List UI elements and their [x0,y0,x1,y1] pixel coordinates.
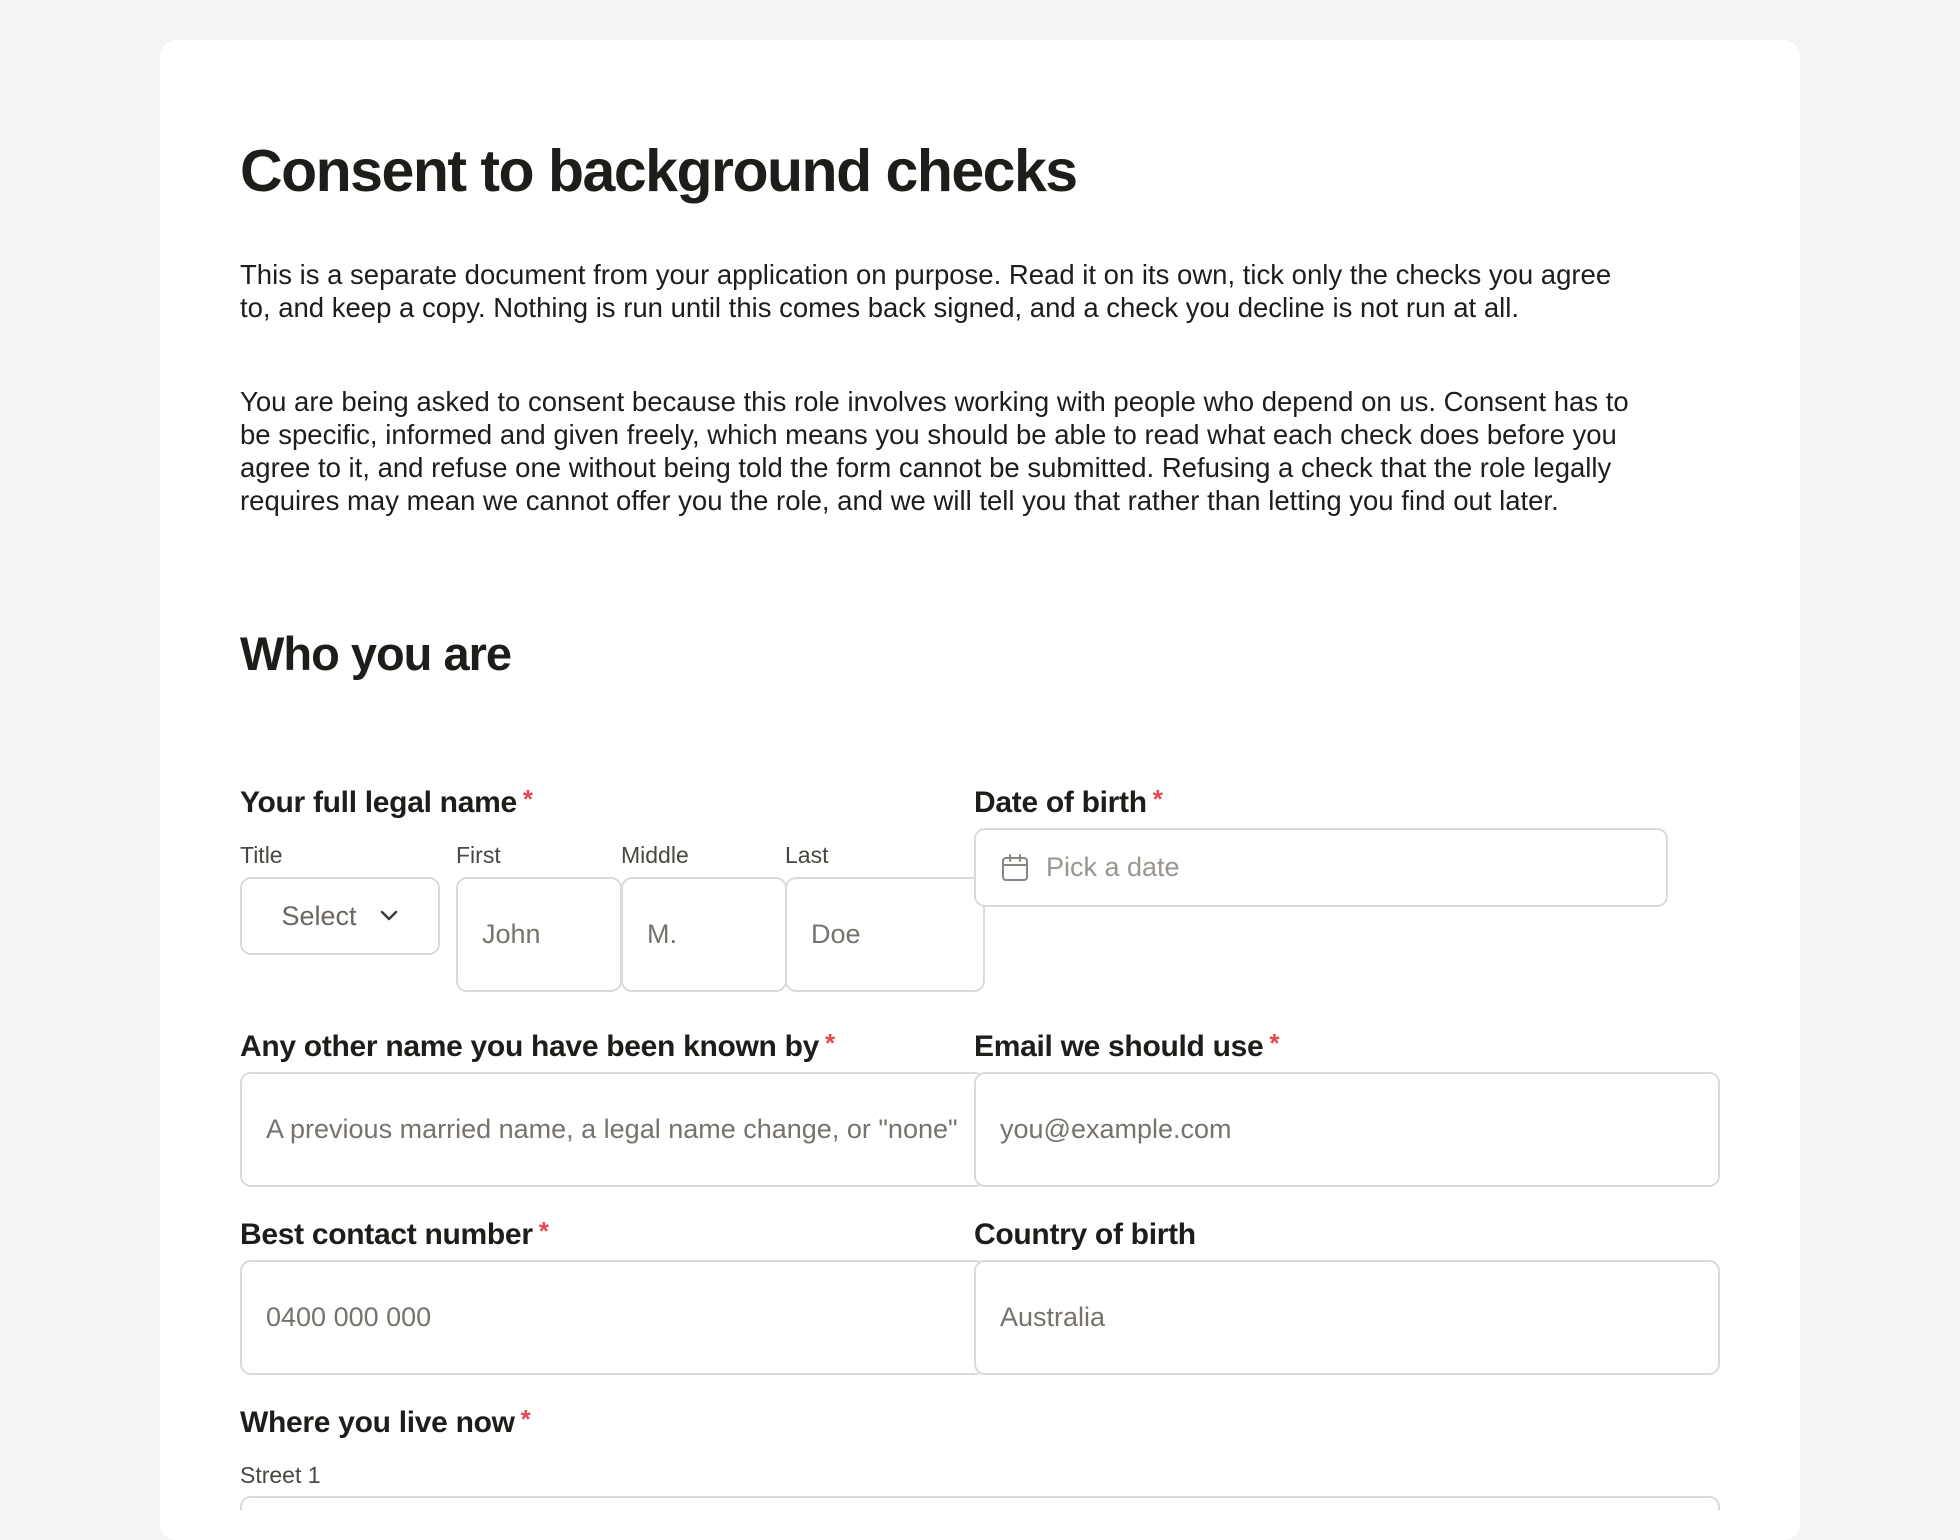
section-title: Who you are [240,627,512,680]
intro-paragraph: This is a separate document from your application on purpose. Read it on its own, tick only the checks you agree to, and keep a copy. Nothing is run until this comes back signed, and a check you decline is not run at all. [240,259,1612,323]
first-name-sublabel: First [456,842,501,868]
title-select-value: Select [281,900,357,931]
country-input[interactable] [974,1260,1720,1375]
legal-name-label-text: Your full legal name [240,786,517,819]
email-input[interactable] [974,1072,1720,1187]
legal-name-label [240,785,533,821]
page-title: Consent to background checks [240,138,1077,204]
consent-explanation-paragraph: You are being asked to consent because this role involves working with people who depend on us. Consent has to be specific, informed and given freely, which means you should be able to read what each check does before you agree to it, and refuse one without being told the form cannot be submitted. Refusing a check that the role legally requires may mean we cannot offer you the role, and we will tell you that rather than letting you find out later. [240,386,1629,516]
title-sublabel: Title [240,842,283,868]
first-name-input[interactable] [456,877,622,992]
other-name-input[interactable] [240,1072,986,1187]
middle-name-input[interactable] [621,877,787,992]
required-marker: * [1152,784,1163,814]
dob-label [974,785,1163,821]
country-label [974,1217,1196,1253]
address-label-text: Where you live now [240,1406,515,1439]
address-label [240,1405,530,1441]
last-name-input[interactable] [785,877,985,992]
required-marker: * [825,1028,835,1058]
country-label-text: Country of birth [974,1218,1196,1251]
other-name-label-text: Any other name you have been known by [240,1030,820,1063]
required-marker: * [538,1216,549,1246]
email-label [974,1029,1279,1065]
last-name-sublabel: Last [785,842,829,868]
required-marker: * [1269,1028,1280,1058]
other-name-label [240,1029,835,1065]
middle-name-sublabel: Middle [621,842,689,868]
phone-label [240,1217,549,1253]
required-marker: * [520,1404,531,1434]
form-card [160,40,1800,1540]
street1-input[interactable] [240,1496,1720,1510]
dob-label-text: Date of birth [974,786,1147,819]
required-marker: * [522,784,533,814]
dob-placeholder: Pick a date [1046,852,1180,882]
phone-label-text: Best contact number [240,1218,533,1251]
street1-sublabel: Street 1 [240,1462,321,1488]
chevron-down-icon [379,910,399,922]
title-select[interactable] [240,877,440,955]
phone-input[interactable] [240,1260,986,1375]
email-label-text: Email we should use [974,1030,1264,1063]
calendar-icon [1000,853,1030,883]
dob-date-picker[interactable] [974,828,1668,907]
